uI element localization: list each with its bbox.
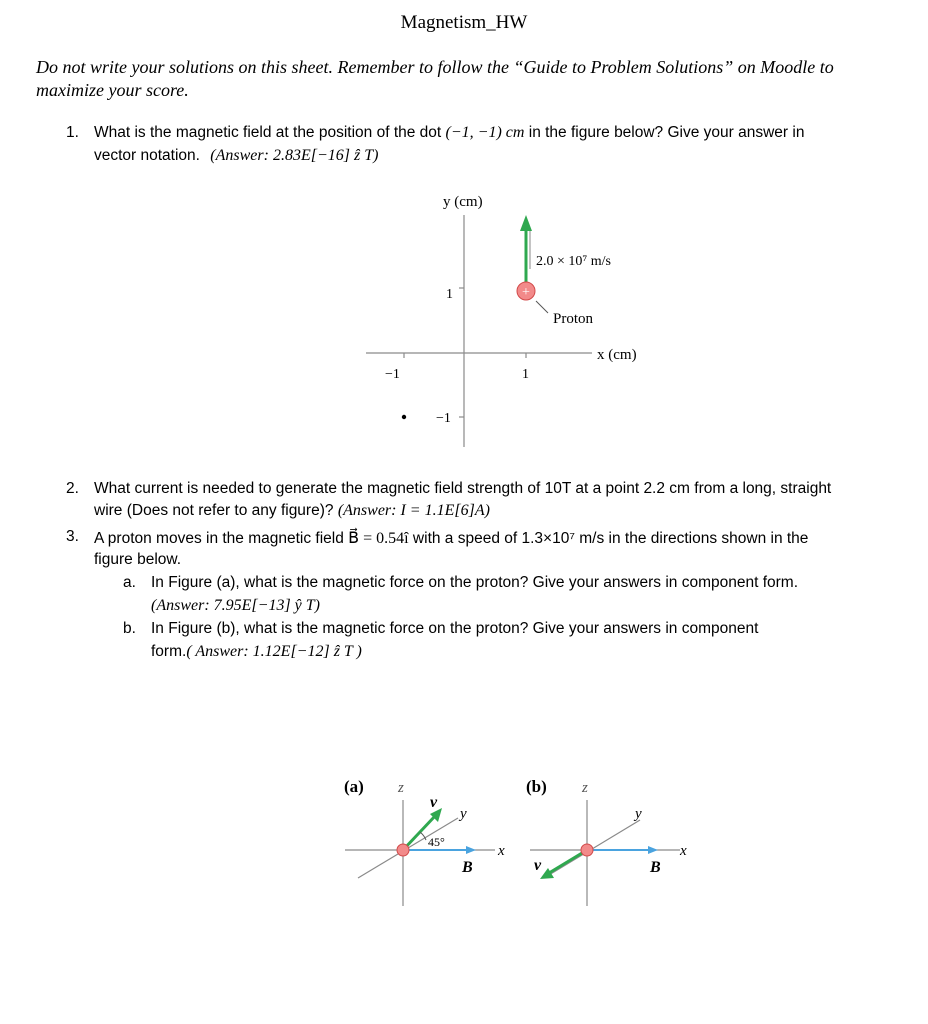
q1-number: 1. (66, 124, 79, 141)
proton-symbol: + (522, 285, 530, 300)
fig-b-v-label: v⃗ (534, 857, 554, 874)
tick-label-y-pos: 1 (446, 287, 453, 302)
tick-label-x-neg: −1 (385, 367, 400, 382)
q3b-answer: ( Answer: 1.12E[−12] ẑ T ) (186, 643, 362, 660)
x-axis-label: x (cm) (597, 347, 637, 363)
y-axis-label: y (cm) (443, 194, 483, 210)
q3b-text-line-2 (151, 643, 362, 661)
q1-line2: vector notation. (94, 147, 200, 164)
q3-text-line-1 (94, 528, 808, 548)
q3a-answer: (Answer: 7.95E[−13] ŷ T) (151, 597, 321, 614)
q2-line2: wire (Does not refer to any figure)? (94, 502, 334, 519)
fig-b-z-label: z (582, 780, 588, 796)
fig-a-label: (a) (344, 777, 364, 796)
field-point-dot (402, 415, 406, 419)
figure-2a (344, 777, 505, 906)
intro-line-1: Do not write your solutions on this sheet. Remember to follow the “Guide to Problem Solutions” on Moodle to (36, 57, 834, 77)
velocity-label: 2.0 × 10⁷ m/s (536, 254, 612, 269)
figure-2b (526, 777, 687, 906)
fig-b-B-label: B⃗ (650, 859, 674, 876)
proton-leader-line (536, 301, 548, 313)
q2-text-line-2 (94, 502, 490, 520)
q1-text-a: What is the magnetic field at the position of the dot (94, 124, 446, 141)
q3-field: B⃗ = 0.54î (348, 530, 409, 547)
tick-label-x-pos: 1 (522, 367, 529, 382)
fig-b-velocity-arrow (549, 850, 587, 873)
fig-b-field-arrowhead (648, 846, 658, 854)
q3b-line-1: In Figure (b), what is the magnetic force on the proton? Give your answers in component (151, 620, 759, 637)
velocity-arrowhead (520, 215, 532, 231)
q2-answer: (Answer: I = 1.1E[6]A) (337, 502, 490, 519)
q1-coordinate: (−1, −1) cm (445, 124, 525, 141)
figure-2-proton-motion (330, 770, 730, 915)
fig-a-x-label: x (498, 843, 505, 859)
fig-a-z-label: z (398, 780, 404, 796)
q2-line-1: What current is needed to generate the magnetic field strength of 10T at a point 2.2 cm from a long, straight (94, 480, 832, 497)
fig-a-v-label: v⃗ (430, 794, 450, 811)
q3-text-b: with a speed of 1.3×10⁷ m/s in the directions shown in the (408, 530, 809, 547)
q3a-line-1: In Figure (a), what is the magnetic force on the proton? Give your answers in component form. (151, 574, 799, 591)
q1-answer: (Answer: 2.83E[−16] ẑ T) (210, 147, 379, 164)
fig-a-B-label: B⃗ (462, 859, 486, 876)
q3-number: 3. (66, 528, 79, 545)
fig-a-proton-icon (397, 844, 409, 856)
q3-text-a: A proton moves in the magnetic field (94, 530, 349, 547)
proton-label: Proton (553, 311, 594, 327)
figure-1-proton-axes (340, 185, 680, 460)
q1-text-line-2 (94, 147, 378, 165)
tick-label-y-neg: −1 (436, 411, 451, 426)
fig-b-label: (b) (526, 777, 547, 796)
fig-a-field-arrowhead (466, 846, 476, 854)
q3b-line2: form. (151, 643, 187, 660)
q1-text-line-1 (94, 124, 804, 142)
intro-line-2: maximize your score. (36, 80, 189, 100)
q3-line-2: figure below. (94, 551, 182, 568)
q3a-number: a. (123, 574, 136, 591)
fig-a-y-label: y (460, 806, 467, 822)
page-title: Magnetism_HW (400, 12, 528, 33)
fig-a-angle-label: 45° (428, 835, 445, 849)
q3b-number: b. (123, 620, 136, 637)
fig-b-y-label: y (635, 806, 642, 822)
fig-b-x-label: x (680, 843, 687, 859)
q1-text-b: in the figure below? Give your answer in (524, 124, 805, 141)
q2-number: 2. (66, 480, 79, 497)
fig-b-proton-icon (581, 844, 593, 856)
